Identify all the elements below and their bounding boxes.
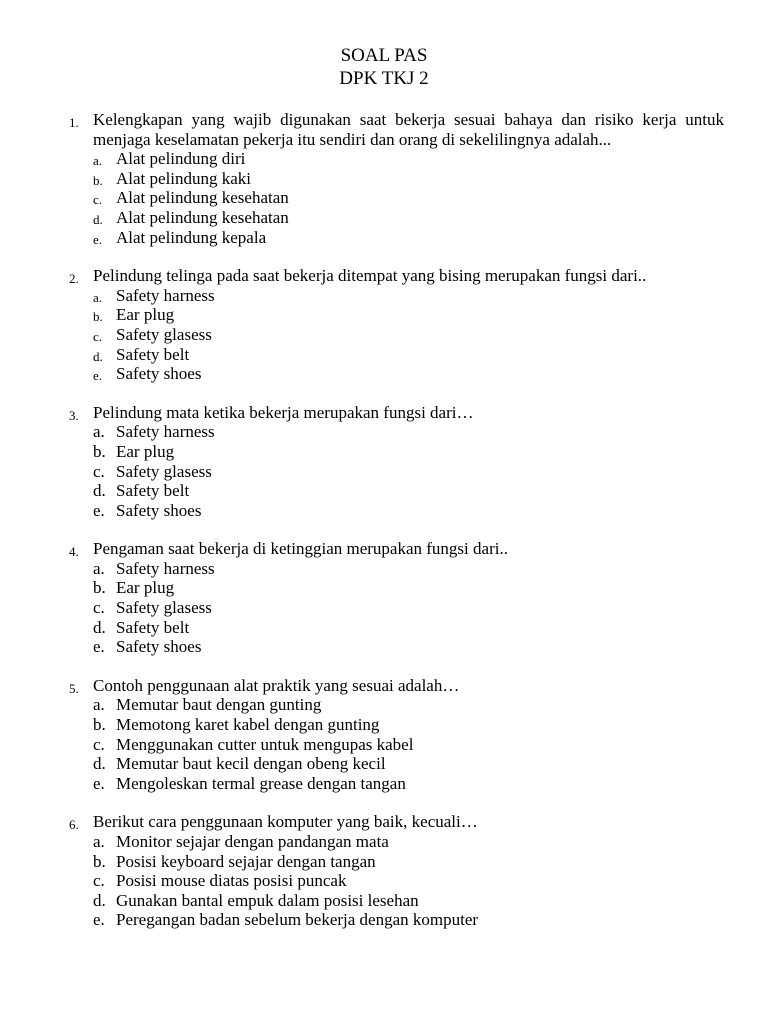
- question-list: [0, 110, 768, 949]
- option-letter: a.: [93, 153, 103, 169]
- option-letter: b.: [93, 851, 106, 871]
- answer-options: [0, 559, 768, 657]
- answer-option: [0, 442, 768, 462]
- option-text: Safety shoes: [116, 500, 202, 520]
- option-text: Safety harness: [116, 558, 215, 578]
- document-subtitle: DPK TKJ 2: [339, 68, 429, 89]
- answer-option: [0, 578, 768, 598]
- answer-option: [0, 188, 768, 208]
- question-number: 4.: [69, 544, 79, 560]
- question-number: 3.: [69, 407, 79, 423]
- option-text: Peregangan badan sebelum bekerja dengan komputer: [116, 910, 479, 930]
- document-header: [0, 44, 768, 90]
- option-text: Gunakan bantal empuk dalam posisi lesehan: [116, 890, 419, 910]
- option-text: Alat pelindung diri: [116, 149, 246, 169]
- answer-option: [0, 559, 768, 579]
- option-text: Alat pelindung kesehatan: [116, 207, 289, 227]
- question-number: 6.: [69, 817, 79, 833]
- answer-option: [0, 345, 768, 365]
- option-letter: b.: [93, 441, 106, 461]
- option-letter: e.: [93, 637, 105, 657]
- question-item: [0, 676, 768, 794]
- answer-option: [0, 501, 768, 521]
- option-letter: b.: [93, 309, 103, 325]
- option-text: Mengoleskan termal grease dengan tangan: [116, 773, 406, 793]
- answer-option: [0, 891, 768, 911]
- option-letter: e.: [93, 231, 103, 247]
- question-text: Contoh penggunaan alat praktik yang sesuai adalah…: [93, 675, 460, 695]
- answer-option: [0, 754, 768, 774]
- option-letter: a.: [93, 832, 105, 851]
- option-text: Safety belt: [116, 617, 190, 637]
- option-letter: e.: [93, 500, 105, 520]
- option-letter: e.: [93, 910, 105, 930]
- option-text: Safety glasess: [116, 324, 212, 344]
- answer-option: [0, 169, 768, 189]
- option-text: Safety glasess: [116, 598, 212, 618]
- option-letter: c.: [93, 598, 105, 618]
- answer-option: [0, 305, 768, 325]
- option-text: Ear plug: [116, 305, 175, 325]
- answer-option: [0, 598, 768, 618]
- question-item: [0, 812, 768, 930]
- option-text: Alat pelindung kesehatan: [116, 188, 289, 208]
- question-item: [0, 266, 768, 384]
- option-text: Posisi keyboard sejajar dengan tangan: [116, 851, 376, 871]
- question-number: 1.: [69, 115, 79, 130]
- answer-options: [0, 695, 768, 793]
- option-letter: a.: [93, 695, 105, 715]
- answer-option: [0, 715, 768, 735]
- answer-option: [0, 325, 768, 345]
- answer-options: [0, 832, 768, 930]
- option-letter: e.: [93, 773, 105, 793]
- option-letter: c.: [93, 734, 105, 754]
- option-letter: d.: [93, 890, 106, 910]
- answer-option: [0, 871, 768, 891]
- answer-option: [0, 422, 768, 442]
- answer-option: [0, 832, 768, 852]
- option-text: Safety belt: [116, 344, 190, 364]
- option-letter: d.: [93, 754, 106, 774]
- option-text: Menggunakan cutter untuk mengupas kabel: [116, 734, 414, 754]
- question-item: [0, 110, 768, 247]
- answer-option: [0, 286, 768, 306]
- option-text: Safety harness: [116, 285, 215, 305]
- option-letter: c.: [93, 192, 103, 208]
- option-text: Safety shoes: [116, 637, 202, 657]
- answer-option: [0, 637, 768, 657]
- question-item: [0, 539, 768, 657]
- option-text: Memotong karet kabel dengan gunting: [116, 715, 380, 735]
- option-letter: d.: [93, 211, 103, 227]
- option-letter: b.: [93, 578, 106, 598]
- option-text: Memutar baut dengan gunting: [116, 695, 322, 715]
- answer-options: [0, 149, 768, 247]
- option-text: Safety belt: [116, 481, 190, 501]
- option-letter: d.: [93, 481, 106, 501]
- option-text: Monitor sejajar dengan pandangan mata: [116, 832, 389, 851]
- answer-option: [0, 208, 768, 228]
- answer-option: [0, 364, 768, 384]
- question-text: Pelindung telinga pada saat bekerja ditempat yang bising merupakan fungsi dari..: [93, 266, 647, 286]
- answer-option: [0, 910, 768, 930]
- question-item: [0, 403, 768, 521]
- option-text: Ear plug: [116, 441, 175, 461]
- question-text: Kelengkapan yang wajib digunakan saat bekerja sesuai bahaya dan risiko kerja untuk menjaga keselamatan pekerja itu sendiri dan orang di sekelilingnya adalah...: [93, 110, 724, 149]
- answer-option: [0, 852, 768, 872]
- option-letter: d.: [93, 617, 106, 637]
- answer-options: [0, 286, 768, 384]
- option-text: Safety glasess: [116, 461, 212, 481]
- option-text: Safety harness: [116, 422, 215, 442]
- option-letter: b.: [93, 172, 103, 188]
- option-text: Alat pelindung kaki: [116, 168, 252, 188]
- option-letter: a.: [93, 422, 105, 442]
- option-letter: a.: [93, 558, 105, 578]
- answer-option: [0, 481, 768, 501]
- option-text: Ear plug: [116, 578, 175, 598]
- option-text: Alat pelindung kepala: [116, 227, 267, 247]
- option-text: Memutar baut kecil dengan obeng kecil: [116, 754, 386, 774]
- answer-option: [0, 735, 768, 755]
- question-text: Berikut cara penggunaan komputer yang baik, kecuali…: [93, 812, 478, 832]
- question-number: 5.: [69, 680, 79, 696]
- option-letter: c.: [93, 871, 105, 891]
- option-letter: c.: [93, 328, 103, 344]
- option-letter: e.: [93, 368, 103, 384]
- option-letter: c.: [93, 461, 105, 481]
- option-letter: b.: [93, 715, 106, 735]
- answer-option: [0, 695, 768, 715]
- question-text: Pelindung mata ketika bekerja merupakan fungsi dari…: [93, 402, 474, 422]
- question-number: 2.: [69, 271, 79, 287]
- option-letter: a.: [93, 289, 103, 305]
- option-text: Safety shoes: [116, 364, 202, 384]
- option-letter: d.: [93, 348, 103, 364]
- option-text: Posisi mouse diatas posisi puncak: [116, 871, 347, 891]
- answer-option: [0, 618, 768, 638]
- answer-option: [0, 228, 768, 248]
- answer-option: [0, 462, 768, 482]
- answer-options: [0, 422, 768, 520]
- answer-option: [0, 774, 768, 794]
- answer-option: [0, 149, 768, 169]
- question-text: Pengaman saat bekerja di ketinggian merupakan fungsi dari..: [93, 539, 508, 559]
- document-title: SOAL PAS: [340, 45, 428, 66]
